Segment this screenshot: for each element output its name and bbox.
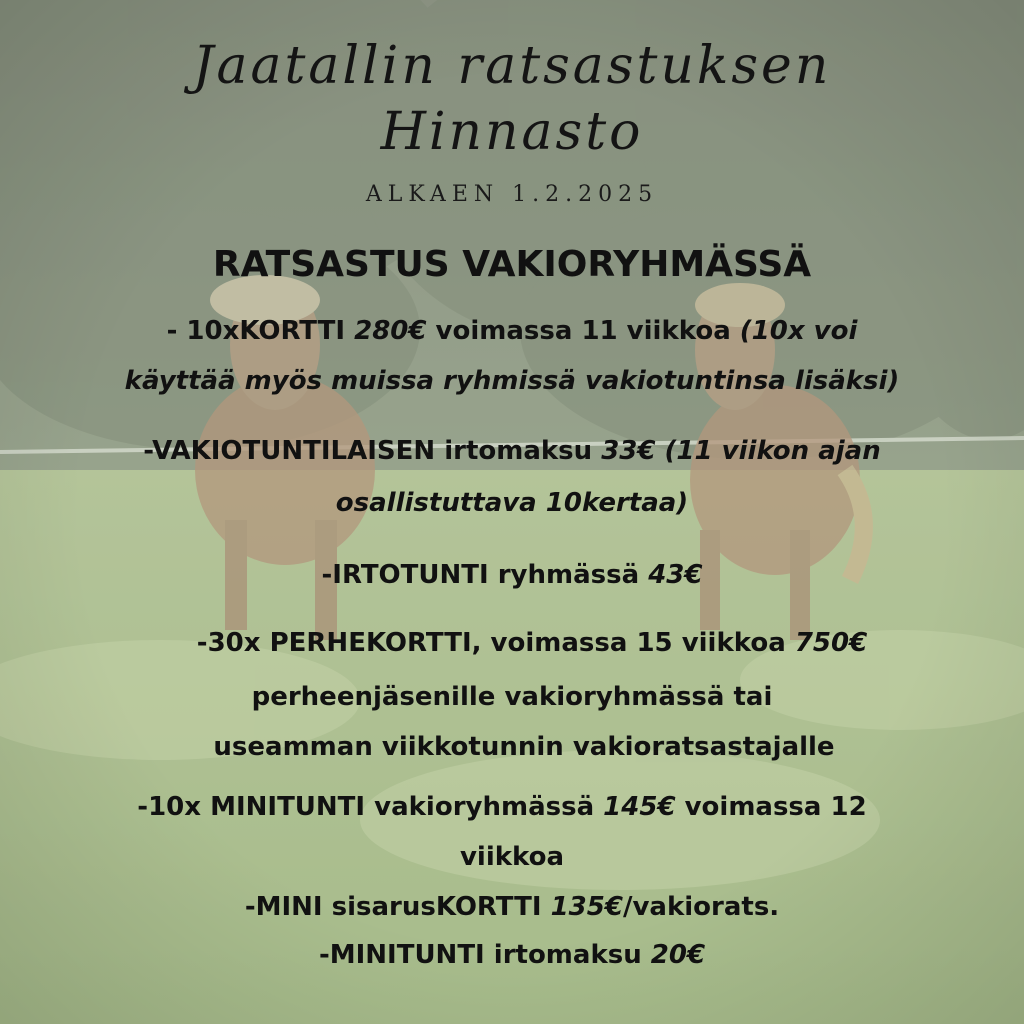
section-heading: RATSASTUS VAKIORYHMÄSSÄ — [212, 244, 812, 285]
price-line: perheenjäsenille vakioryhmässä tai — [251, 682, 773, 712]
title-line-1: Jaatallin ratsastuksen — [192, 36, 832, 96]
price-line: viikkoa — [459, 842, 565, 872]
price-line: -30x PERHEKORTTI, voimassa 15 viikkoa 750€ — [196, 628, 868, 658]
price-line: -MINI sisarusKORTTI 135€/vakiorats. — [244, 892, 780, 922]
price-line: osallistuttava 10kertaa) — [335, 488, 689, 518]
price-line: useamman viikkotunnin vakioratsastajalle — [213, 732, 835, 762]
price-line: -MINITUNTI irtomaksu 20€ — [318, 940, 706, 970]
price-line: -10x MINITUNTI vakioryhmässä 145€ voimassa 12 — [137, 792, 867, 822]
title-line-2: Hinnasto — [380, 102, 644, 162]
price-line: - 10xKORTTI 280€ voimassa 11 viikkoa (10x voi — [166, 316, 858, 346]
price-line: -IRTOTUNTI ryhmässä 43€ — [321, 560, 703, 590]
price-line: käyttää myös muissa ryhmissä vakiotuntinsa lisäksi) — [124, 366, 900, 396]
price-line: -VAKIOTUNTILAISEN irtomaksu 33€ (11 viikon ajan — [143, 436, 881, 466]
subtitle: ALKAEN 1.2.2025 — [365, 182, 659, 207]
